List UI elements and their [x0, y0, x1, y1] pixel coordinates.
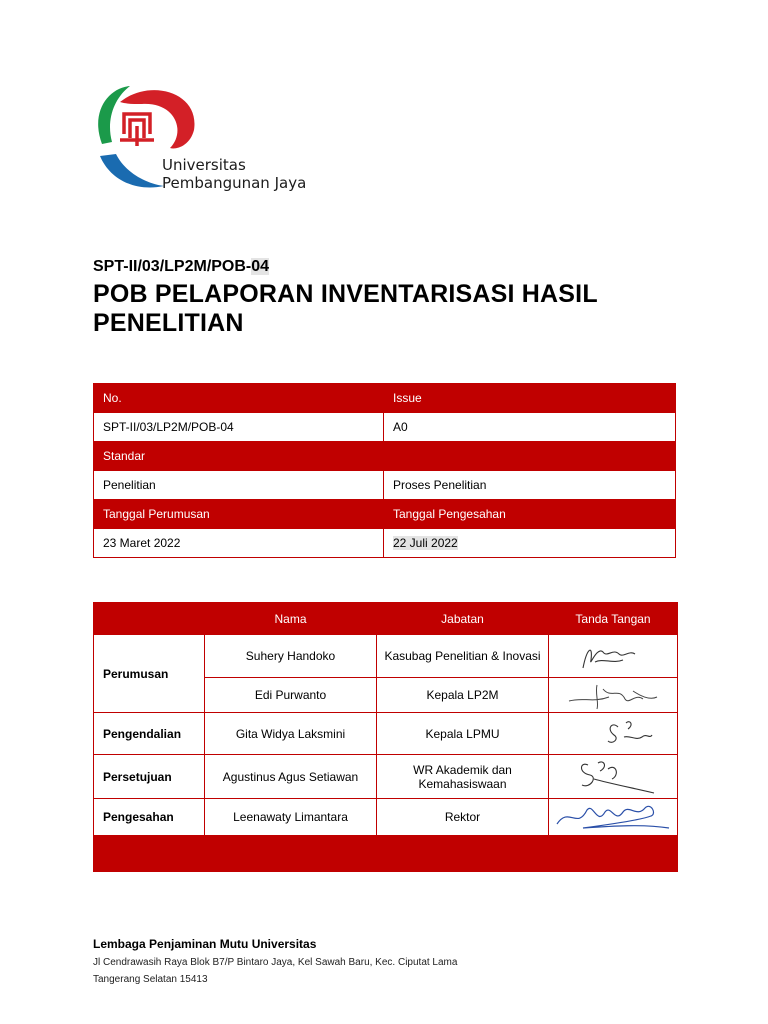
jabatan: Kepala LP2M: [377, 678, 549, 713]
document-number: SPT-II/03/LP2M/POB-04: [94, 413, 384, 442]
document-code-main: SPT-II/03/LP2M/POB-: [93, 258, 252, 275]
header-nama: Nama: [205, 603, 377, 635]
jabatan: Kepala LPMU: [377, 713, 549, 755]
info-header-row: [94, 384, 676, 413]
document-code-number: 04: [251, 258, 270, 275]
signature-image: [568, 757, 658, 797]
header-jabatan: Jabatan: [377, 603, 549, 635]
role-label: Persetujuan: [94, 755, 205, 799]
jabatan: Kasubag Penelitian & Inovasi: [377, 635, 549, 678]
info-row: [94, 529, 676, 558]
tanggal-perumusan: 23 Maret 2022: [94, 529, 384, 558]
jabatan: Rektor: [377, 799, 549, 836]
signature-image: [563, 679, 663, 711]
role-label: Pengendalian: [94, 713, 205, 755]
footer-address-line2: Tangerang Selatan 15413: [93, 974, 208, 985]
header-tanggal-perumusan: Tanggal Perumusan: [94, 500, 384, 529]
tanggal-pengesahan: 22 Juli 2022: [393, 536, 458, 550]
header-tanda-tangan: Tanda Tangan: [549, 603, 678, 635]
nama: Suhery Handoko: [205, 635, 377, 678]
document-info-table: [93, 383, 676, 558]
nama: Gita Widya Laksmini: [205, 713, 377, 755]
signature-cell: [549, 635, 678, 678]
footer-address-line1: Jl Cendrawasih Raya Blok B7/P Bintaro Jaya, Kel Sawah Baru, Kec. Ciputat Lama: [93, 957, 458, 968]
signature-cell: [549, 713, 678, 755]
header-standar: Standar: [94, 442, 676, 471]
signature-header-row: [94, 603, 678, 635]
nama: Leenawaty Limantara: [205, 799, 377, 836]
nama: Edi Purwanto: [205, 678, 377, 713]
role-label: Perumusan: [94, 635, 205, 713]
standar-value-1: Penelitian: [94, 471, 384, 500]
signature-cell: [549, 678, 678, 713]
signature-table: [93, 602, 678, 872]
table-row: [94, 713, 678, 755]
logo-emblem: [120, 114, 154, 146]
nama: Agustinus Agus Setiawan: [205, 755, 377, 799]
header-issue: Issue: [384, 384, 676, 413]
info-row: [94, 471, 676, 500]
role-label: Pengesahan: [94, 799, 205, 836]
signature-image: [573, 638, 653, 674]
document-title: POB PELAPORAN INVENTARISASI HASIL PENELITIAN: [93, 280, 598, 337]
table-footer-row: [94, 836, 678, 872]
info-row: [94, 413, 676, 442]
info-header-row: [94, 500, 676, 529]
signature-cell: [549, 799, 678, 836]
footer-bar: [94, 836, 678, 872]
table-row: [94, 635, 678, 678]
issue-value: A0: [384, 413, 676, 442]
signature-image: [568, 715, 658, 753]
logo-name-line1: Universitas: [162, 156, 246, 174]
header-blank: [94, 603, 205, 635]
standar-value-2: Proses Penelitian: [384, 471, 676, 500]
table-row: [94, 799, 678, 836]
info-header-row: [94, 442, 676, 471]
tanggal-pengesahan-cell: [384, 529, 676, 558]
header-tanggal-pengesahan: Tanggal Pengesahan: [384, 500, 676, 529]
jabatan: WR Akademik dan Kemahasiswaan: [377, 755, 549, 799]
document-code: [93, 258, 269, 276]
logo-name-line2: Pembangunan Jaya: [162, 174, 307, 192]
footer-organization: Lembaga Penjaminan Mutu Universitas: [93, 937, 317, 951]
header-no: No.: [94, 384, 384, 413]
signature-cell: [549, 755, 678, 799]
table-row: [94, 755, 678, 799]
logo-blue-swoosh: [100, 154, 164, 188]
signature-image: [553, 800, 673, 834]
